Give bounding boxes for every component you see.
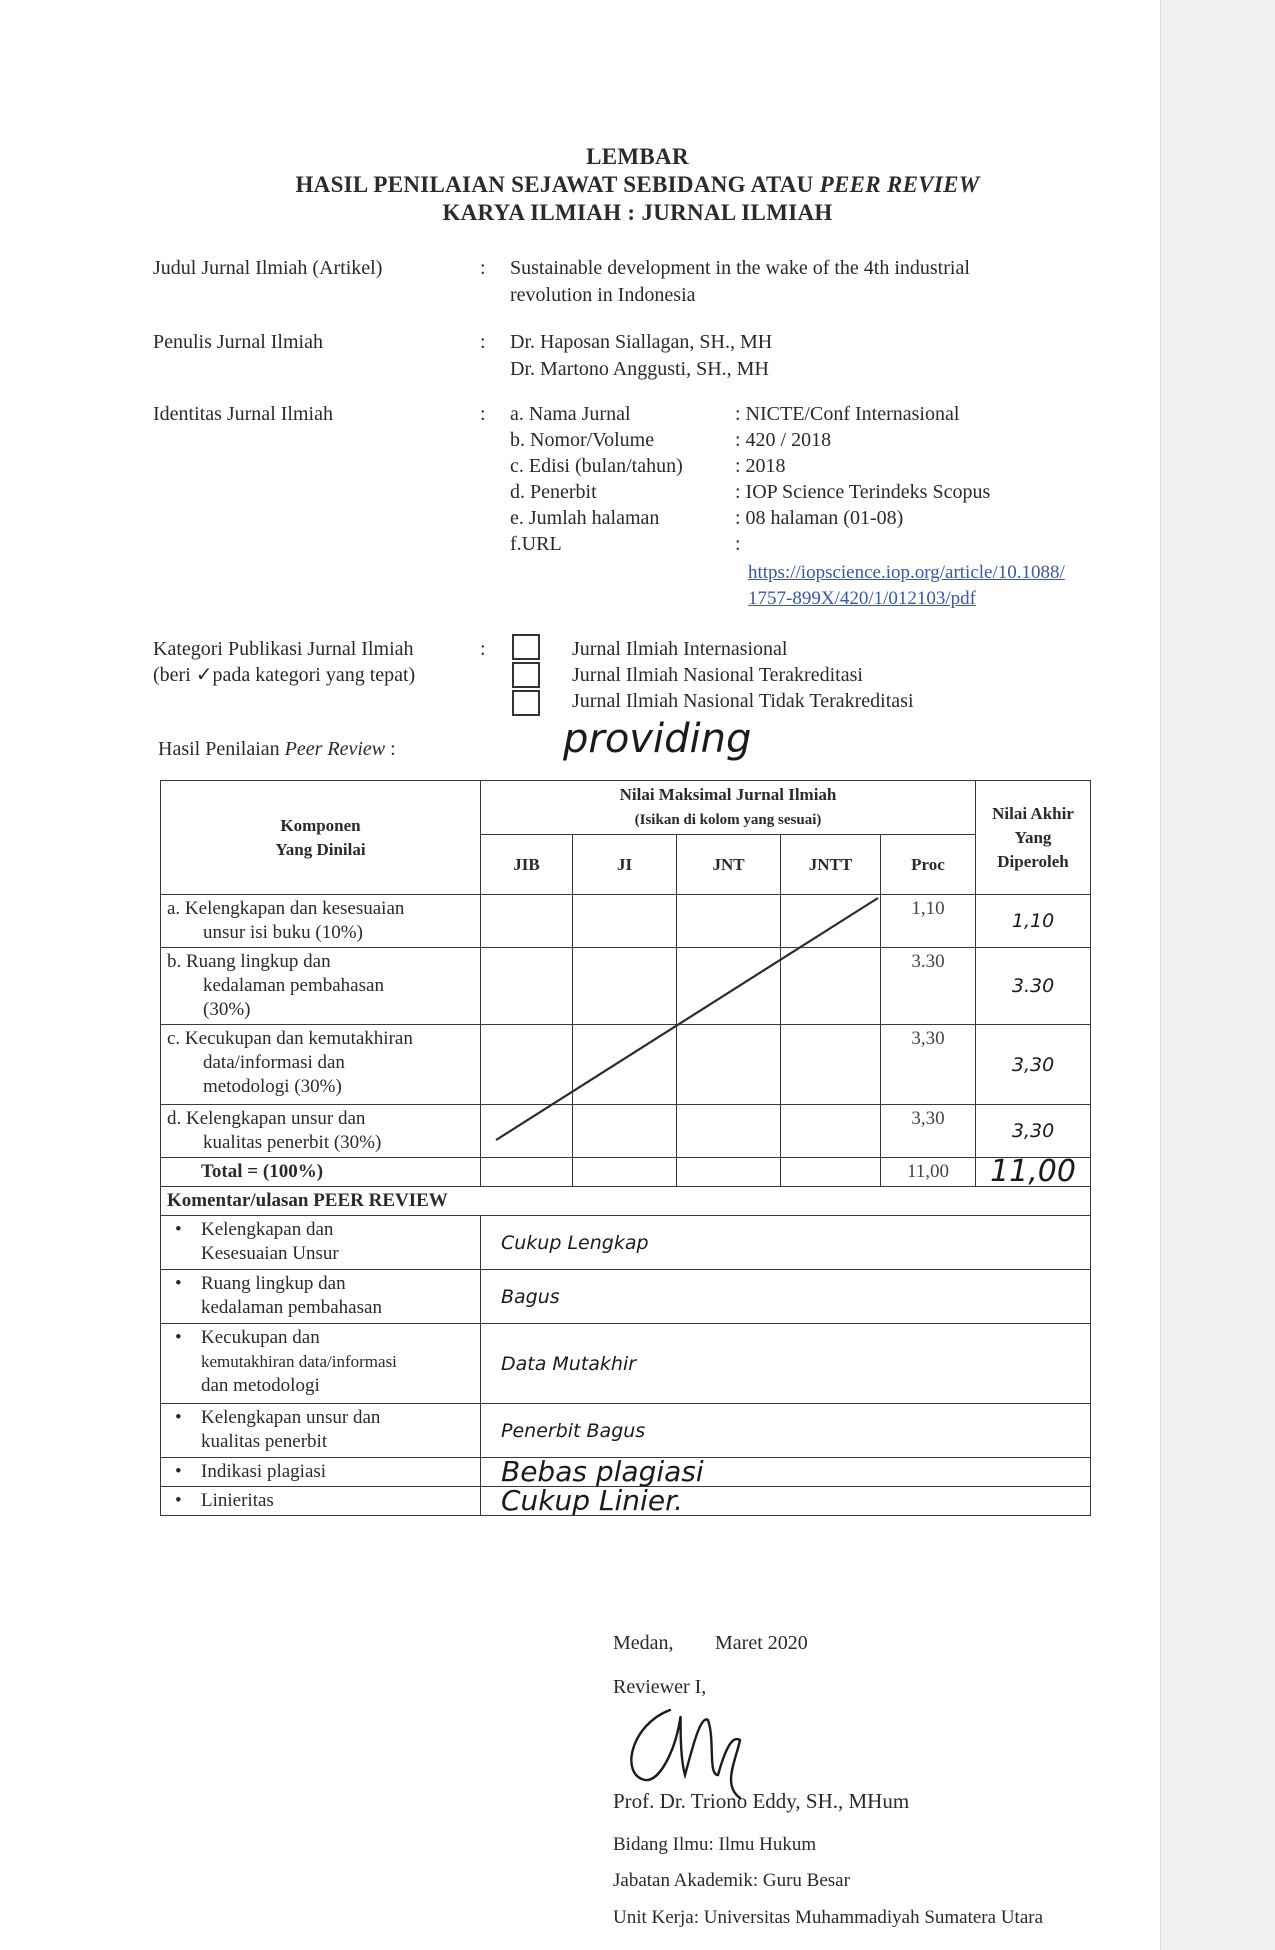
title-line-2: HASIL PENILAIAN SEJAWAT SEBIDANG ATAU PEER REVIEW bbox=[295, 172, 980, 197]
table-row bbox=[161, 895, 1091, 948]
judul-label: Judul Jurnal Ilmiah (Artikel) bbox=[153, 257, 383, 279]
title-line-3: KARYA ILMIAH : JURNAL ILMIAH bbox=[442, 200, 833, 225]
identitas-value-b: : 420 / 2018 bbox=[735, 429, 832, 451]
comment-label-5: • Indikasi plagiasi bbox=[161, 1458, 481, 1487]
checkbox-terakreditasi[interactable] bbox=[512, 662, 540, 688]
table-total-row bbox=[161, 1158, 1091, 1187]
header-jntt: JNTT bbox=[781, 835, 881, 895]
judul-value-2: revolution in Indonesia bbox=[510, 284, 696, 306]
comment-text-5: Bebas plagiasi bbox=[481, 1458, 1091, 1487]
comment-row bbox=[161, 1458, 1091, 1487]
identitas-colon: : bbox=[480, 403, 486, 425]
comment-text-3: Data Mutakhir bbox=[481, 1324, 1091, 1404]
footer-date: Maret 2020 bbox=[715, 1632, 808, 1654]
row-c-label: c. Kecukupan dan kemutakhiran data/informasi dan metodologi (30%) bbox=[161, 1025, 481, 1105]
comment-text-2: Bagus bbox=[481, 1270, 1091, 1324]
footer-reviewer: Reviewer I, bbox=[613, 1676, 707, 1698]
identitas-key-e: e. Jumlah halaman bbox=[510, 507, 660, 529]
comment-label-4: • Kelengkapan unsur dan kualitas penerbit bbox=[161, 1404, 481, 1458]
row-d-label: d. Kelengkapan unsur dan kualitas penerbit (30%) bbox=[161, 1105, 481, 1158]
table-row bbox=[161, 1105, 1091, 1158]
total-label: Total = (100%) bbox=[161, 1158, 481, 1187]
checkmark-icon: ✓ bbox=[195, 664, 213, 686]
checkbox-tidak-terakreditasi[interactable] bbox=[512, 690, 540, 716]
identitas-value-e: : 08 halaman (01-08) bbox=[735, 507, 904, 529]
checkbox-internasional[interactable] bbox=[512, 634, 540, 660]
comment-label-1: • Kelengkapan dan Kesesuaian Unsur bbox=[161, 1216, 481, 1270]
comment-label-6: • Linieritas bbox=[161, 1487, 481, 1516]
row-b-proc: 3.30 bbox=[881, 948, 976, 1025]
kategori-option-1: Jurnal Ilmiah Internasional bbox=[572, 638, 788, 660]
journal-url-link[interactable]: https://iopscience.iop.org/article/10.1088/ bbox=[748, 562, 1065, 583]
signature-mark bbox=[600, 1680, 780, 1800]
kategori-colon: : bbox=[480, 638, 486, 660]
handwritten-category: providing bbox=[563, 716, 752, 762]
row-d-final: 3,30 bbox=[976, 1105, 1091, 1158]
comment-text-1: Cukup Lengkap bbox=[481, 1216, 1091, 1270]
footer-bidang: Bidang Ilmu: Ilmu Hukum bbox=[613, 1834, 817, 1855]
total-proc: 11,00 bbox=[881, 1158, 976, 1187]
kategori-option-3: Jurnal Ilmiah Nasional Tidak Terakreditasi bbox=[572, 690, 914, 712]
header-nilai-maksimal: Nilai Maksimal Jurnal Ilmiah (Isikan di kolom yang sesuai) bbox=[481, 781, 976, 835]
identitas-key-d: d. Penerbit bbox=[510, 481, 597, 503]
judul-value-1: Sustainable development in the wake of the 4th industrial bbox=[510, 257, 970, 279]
kategori-label: Kategori Publikasi Jurnal Ilmiah bbox=[153, 638, 414, 660]
row-b-label: b. Ruang lingkup dan kedalaman pembahasan (30%) bbox=[161, 948, 481, 1025]
header-nilai-akhir: Nilai Akhir Yang Diperoleh bbox=[976, 781, 1091, 895]
komentar-header: Komentar/ulasan PEER REVIEW bbox=[161, 1187, 1091, 1216]
identitas-key-f: f.URL bbox=[510, 533, 562, 555]
title-line-1: LEMBAR bbox=[586, 144, 689, 169]
identitas-value-c: : 2018 bbox=[735, 455, 786, 477]
footer-city: Medan, bbox=[613, 1632, 674, 1654]
row-a-label: a. Kelengkapan dan kesesuaian unsur isi buku (10%) bbox=[161, 895, 481, 948]
kategori-option-2: Jurnal Ilmiah Nasional Terakreditasi bbox=[572, 664, 863, 686]
identitas-label: Identitas Jurnal Ilmiah bbox=[153, 403, 333, 425]
scan-edge bbox=[1160, 0, 1275, 1950]
row-d-proc: 3,30 bbox=[881, 1105, 976, 1158]
hasil-label: Hasil Penilaian Peer Review : bbox=[158, 738, 396, 760]
comment-row bbox=[161, 1487, 1091, 1516]
table-row bbox=[161, 948, 1091, 1025]
assessment-table bbox=[160, 780, 1091, 1516]
judul-colon: : bbox=[480, 257, 486, 279]
row-c-proc: 3,30 bbox=[881, 1025, 976, 1105]
comment-row bbox=[161, 1270, 1091, 1324]
comment-label-3: • Kecukupan dan kemutakhiran data/informasi dan metodologi bbox=[161, 1324, 481, 1404]
penulis-name-1: Dr. Haposan Siallagan, SH., MH bbox=[510, 331, 773, 353]
comment-text-4: Penerbit Bagus bbox=[481, 1404, 1091, 1458]
identitas-key-c: c. Edisi (bulan/tahun) bbox=[510, 455, 683, 477]
identitas-value-a: : NICTE/Conf Internasional bbox=[735, 403, 960, 425]
header-ji: JI bbox=[573, 835, 677, 895]
row-b-final: 3.30 bbox=[976, 948, 1091, 1025]
header-jib: JIB bbox=[481, 835, 573, 895]
header-proc: Proc bbox=[881, 835, 976, 895]
table-row bbox=[161, 1025, 1091, 1105]
identitas-value-f: : bbox=[735, 533, 741, 555]
header-jnt: JNT bbox=[677, 835, 781, 895]
comment-text-6: Cukup Linier. bbox=[481, 1487, 1091, 1516]
footer-jabatan: Jabatan Akademik: Guru Besar bbox=[613, 1870, 850, 1891]
penulis-colon: : bbox=[480, 331, 486, 353]
comment-row bbox=[161, 1324, 1091, 1404]
row-a-final: 1,10 bbox=[976, 895, 1091, 948]
penulis-name-2: Dr. Martono Anggusti, SH., MH bbox=[510, 358, 769, 380]
identitas-key-a: a. Nama Jurnal bbox=[510, 403, 631, 425]
row-c-final: 3,30 bbox=[976, 1025, 1091, 1105]
comment-row bbox=[161, 1404, 1091, 1458]
header-komponen: Komponen Yang Dinilai bbox=[161, 781, 481, 895]
total-final: 11,00 bbox=[976, 1158, 1091, 1187]
row-a-proc: 1,10 bbox=[881, 895, 976, 948]
footer-name: Prof. Dr. Triono Eddy, SH., MHum bbox=[613, 1789, 910, 1813]
identitas-value-d: : IOP Science Terindeks Scopus bbox=[735, 481, 991, 503]
penulis-label: Penulis Jurnal Ilmiah bbox=[153, 331, 323, 353]
identitas-key-b: b. Nomor/Volume bbox=[510, 429, 655, 451]
comment-row bbox=[161, 1216, 1091, 1270]
comment-label-2: • Ruang lingkup dan kedalaman pembahasan bbox=[161, 1270, 481, 1324]
footer-unit: Unit Kerja: Universitas Muhammadiyah Sumatera Utara bbox=[613, 1907, 1044, 1928]
journal-url-link-cont[interactable]: 1757-899X/420/1/012103/pdf bbox=[748, 588, 976, 609]
kategori-hint: (beri ✓pada kategori yang tepat) bbox=[153, 664, 416, 686]
